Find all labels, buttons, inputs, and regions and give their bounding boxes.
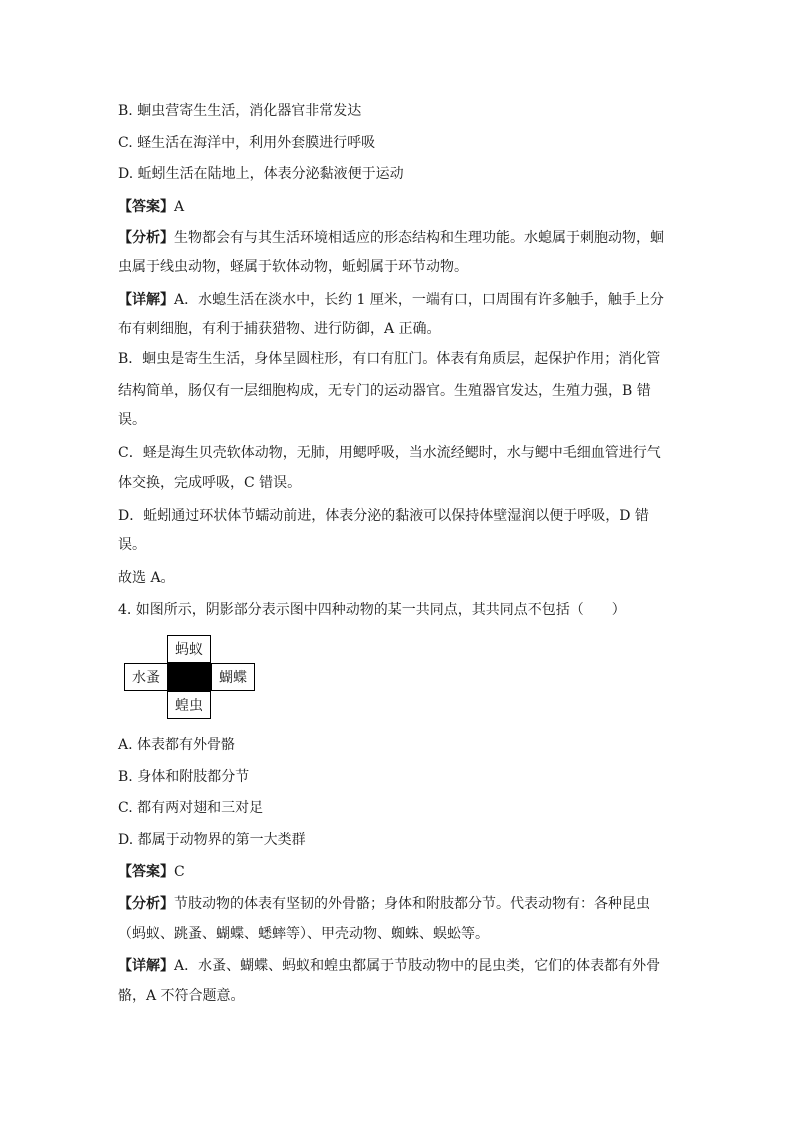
text-line: D．蚯蚓通过环状体节蠕动前进，体表分泌的黏液可以保持体壁湿润以便于呼吸，D 错 [118,508,649,524]
text-line [118,863,678,881]
section-tag: 【答案】 [118,199,174,215]
diagram-shaded-center [167,663,211,691]
text-line: A. 体表都有外骨骼 [118,737,236,753]
text-line: C．蛏是海生贝壳软体动物，无肺，用鳃呼吸，当水流经鳃时，水与鳃中毛细血管进行气 [118,445,661,461]
animal-diagram [123,635,258,719]
text-line [118,229,678,247]
diagram-cell-top: 蚂蚁 [167,635,211,663]
text-line: （蚂蚁、跳蚤、蝴蝶、蟋蟀等）、甲壳动物、蜘蛛、蜈蚣等。 [118,926,489,942]
text-line: 误。 [118,412,146,428]
section-text: A．水螅生活在淡水中，长约 1 厘米，一端有口，口周围有许多触手，触手上分 [174,292,664,308]
text-line [118,895,678,913]
text-line: C. 都有两对翅和三对足 [118,800,264,816]
section-text: 节肢动物的体表有坚韧的外骨骼；身体和附肢都分节。代表动物有：各种昆虫 [174,896,650,912]
text-line [118,291,678,309]
text-line: 故选 A。 [118,570,175,586]
section-tag: 【详解】 [118,958,174,974]
diagram-cell-right: 蝴蝶 [211,663,255,691]
text-line: 骼，A 不符合题意。 [118,988,245,1004]
diagram-cell-bottom: 蝗虫 [167,691,211,719]
section-text: 生物都会有与其生活环境相适应的形态结构和生理功能。水螅属于刺胞动物，蛔 [174,230,664,246]
diagram-cell-left: 水蚤 [124,663,168,691]
text-line: 结构简单，肠仅有一层细胞构成，无专门的运动器官。生殖器官发达，生殖力强，B 错 [118,383,651,399]
section-text: C [174,864,185,880]
section-text: A [174,199,185,215]
text-line: C. 蛏生活在海洋中，利用外套膜进行呼吸 [118,135,376,151]
text-line: D. 都属于动物界的第一大类群 [118,832,306,848]
section-tag: 【答案】 [118,864,174,880]
text-line: D. 蚯蚓生活在陆地上，体表分泌黏液便于运动 [118,166,404,182]
text-line [118,957,678,975]
text-line: 4. 如图所示，阴影部分表示图中四种动物的某一共同点，其共同点不包括（ ） [118,602,626,618]
text-line: 布有刺细胞，有利于捕获猎物、进行防御，A 正确。 [118,321,441,337]
text-line: 虫属于线虫动物，蛏属于软体动物，蚯蚓属于环节动物。 [118,259,468,275]
text-line: 体交换，完成呼吸，C 错误。 [118,475,302,491]
text-line: B. 蛔虫营寄生生活，消化器官非常发达 [118,103,362,119]
text-line: B. 身体和附肢都分节 [118,769,250,785]
text-line [118,198,678,216]
section-tag: 【分析】 [118,230,174,246]
text-line: B．蛔虫是寄生生活，身体呈圆柱形，有口有肛门。体表有角质层，起保护作用；消化管 [118,351,661,367]
text-line: 误。 [118,537,146,553]
section-tag: 【详解】 [118,292,174,308]
section-tag: 【分析】 [118,896,174,912]
section-text: A．水蚤、蝴蝶、蚂蚁和蝗虫都属于节肢动物中的昆虫类，它们的体表都有外骨 [174,958,661,974]
